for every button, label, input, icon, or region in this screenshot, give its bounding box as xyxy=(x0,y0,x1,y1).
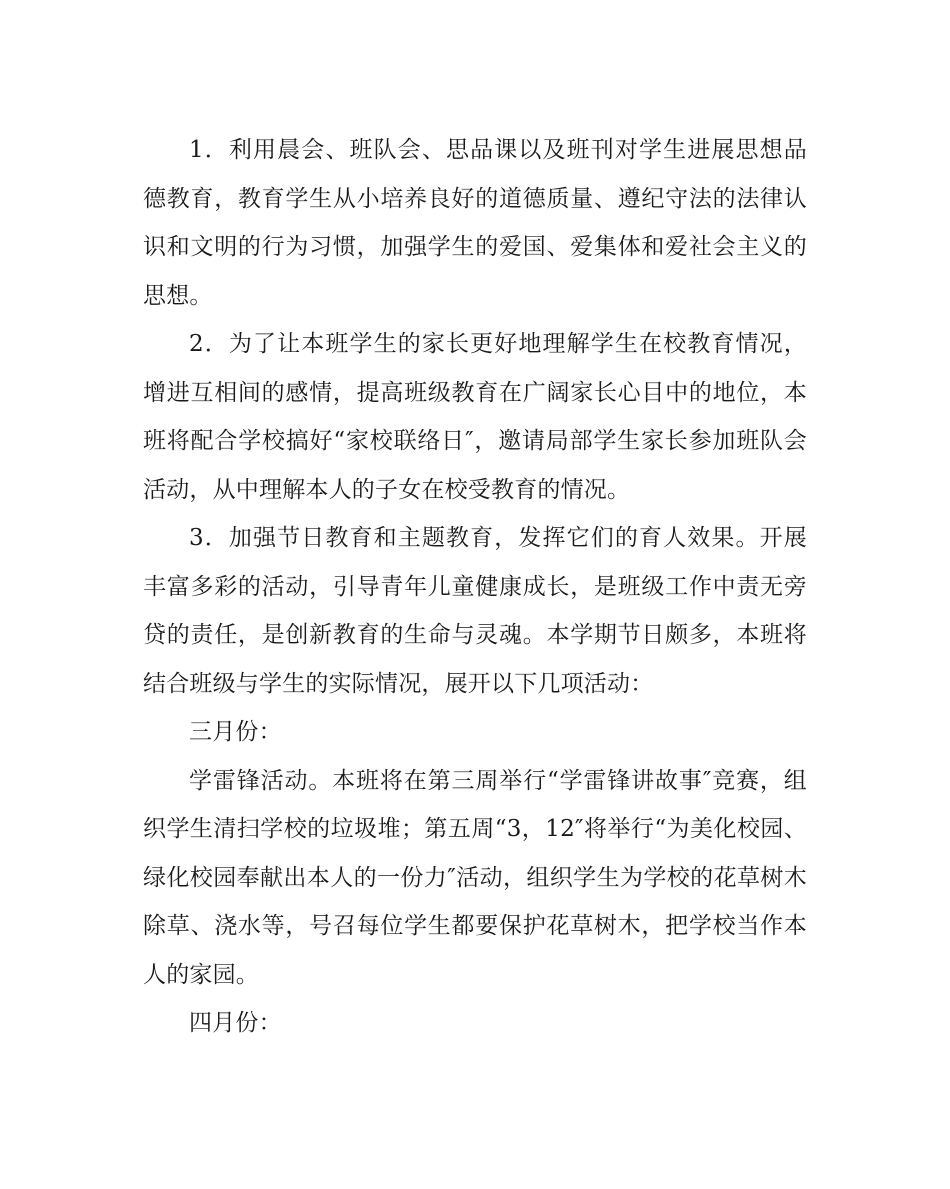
paragraph-moral-education: 1．利用晨会、班队会、思品课以及班刊对学生进展思想品德教育，教育学生从小培养良好的道德质量、遵纪守法的法律认识和文明的行为习惯，加强学生的爱国、爱集体和爱社会主义的思想。 xyxy=(143,137,807,309)
heading-march: 三月份： xyxy=(189,719,282,745)
document-body xyxy=(143,126,807,1048)
paragraph-home-school-contact: 2．为了让本班学生的家长更好地理解学生在校教育情况，增进互相间的感情，提高班级教育在广阔家长心目中的地位，本班将配合学校搞好“家校联络日″，邀请局部学生家长参加班队会活动，从中理解本人的子女在校受教育的情况。 xyxy=(143,331,807,503)
paragraph-holiday-education: 3．加强节日教育和主题教育，发挥它们的育人效果。开展丰富多彩的活动，引导青年儿童健康成长，是班级工作中责无旁贷的责任，是创新教育的生命与灵魂。本学期节日颇多，本班将结合班级与学生的实际情况，展开以下几项活动： xyxy=(143,525,807,697)
heading-april: 四月份： xyxy=(189,1010,282,1036)
paragraph-lei-feng-activity: 学雷锋活动。本班将在第三周举行“学雷锋讲故事″竞赛，组织学生清扫学校的垃圾堆；第五周“3，12″将举行“为美化校园、绿化校园奉献出本人的一份力″活动，组织学生为学校的花草树木除草、浇水等，号召每位学生都要保护花草树木，把学校当作本人的家园。 xyxy=(143,767,807,988)
